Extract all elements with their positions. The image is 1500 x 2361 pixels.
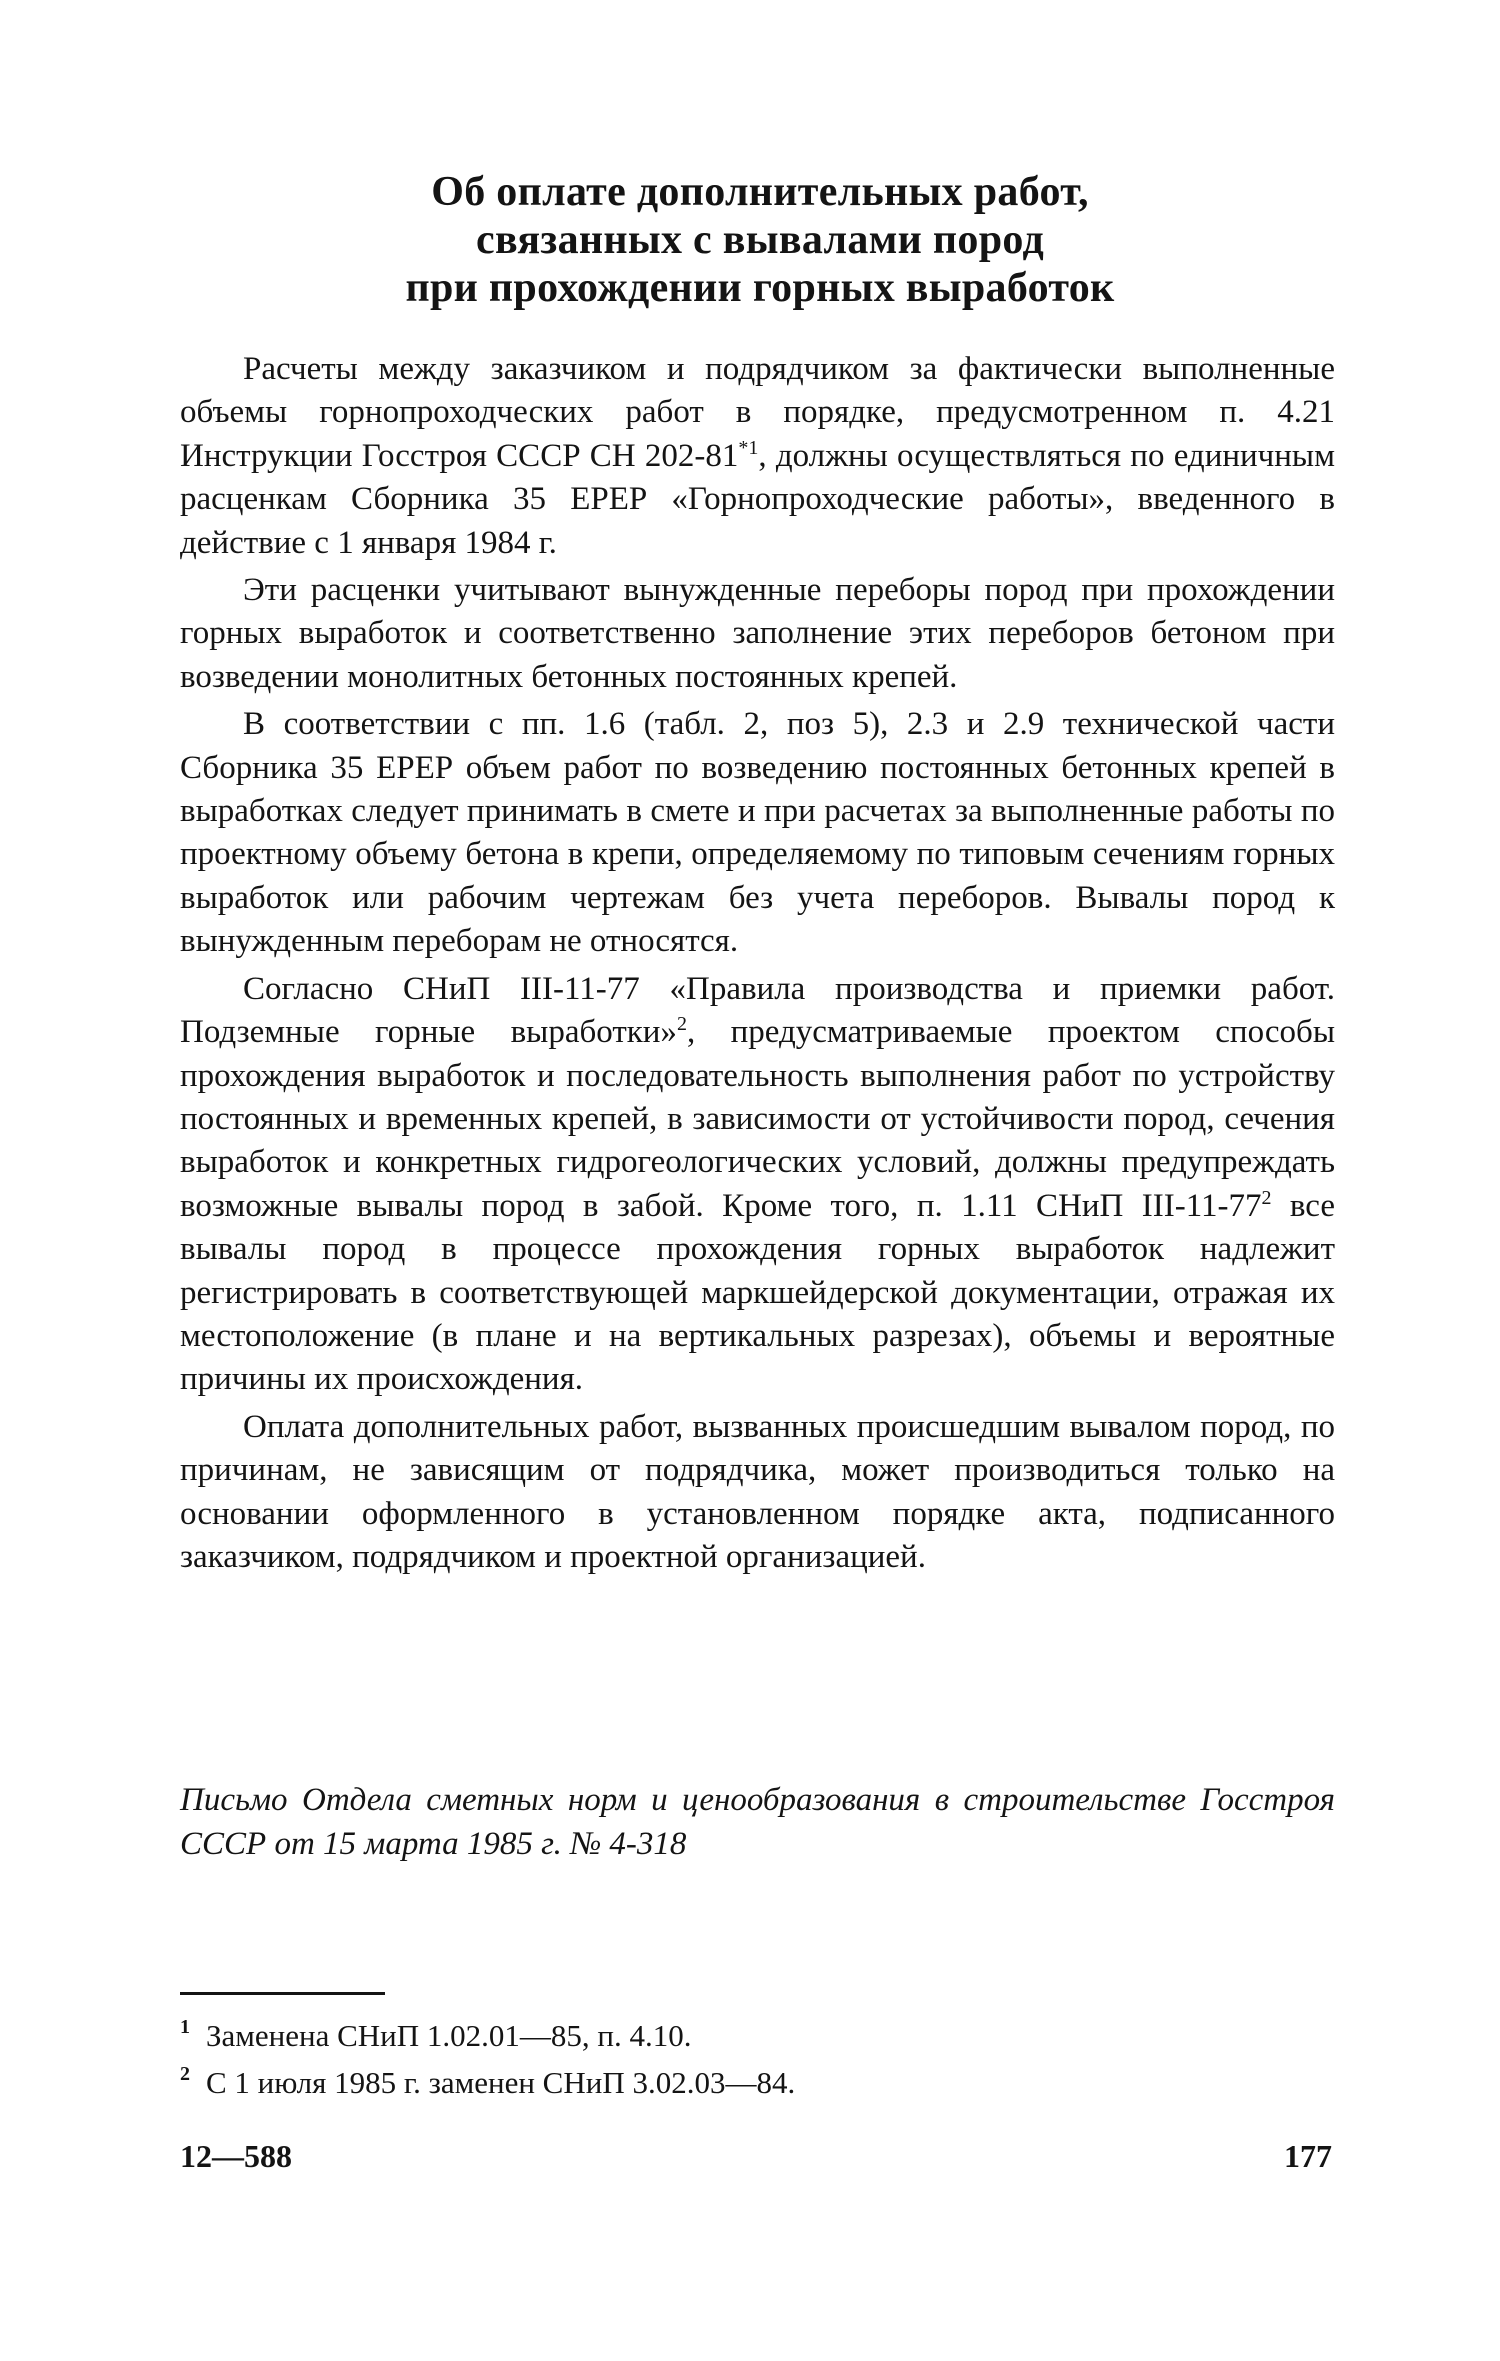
title-line-2: связанных с вывалами пород: [476, 217, 1044, 263]
paragraph-2: Эти расценки учитывают вынужденные переборы пород при прохождении горных выработок и соответственно заполнение этих переборов бетоном при возведении монолитных бетонных постоянных крепей.: [180, 572, 1335, 695]
paragraph-4: [180, 968, 1335, 1402]
paragraph-1-text-b: , должны осуществляться по единичным расценкам Сборника 35 ЕРЕР «Горнопроходческие работы», введенного в действие с 1 января 1984 г.: [180, 437, 1335, 561]
paragraph-5: Оплата дополнительных работ, вызванных происшедшим вывалом пород, по причинам, не зависящим от подрядчика, может производиться только на основании оформленного в установленном порядке акта, подписанного заказчиком, подрядчиком и проектной организацией.: [180, 1408, 1335, 1575]
letter-reference: Письмо Отдела сметных норм и ценообразования в строительстве Госстроя СССР от 15 марта 1985 г. № 4-318: [180, 1782, 1335, 1862]
paragraph-4-text-c: все вывалы пород в процессе прохождения горных выработок надлежит регистрировать в соответствующей маркшейдерской документации, отражая их местоположение (в плане и на вертикальных разрезах), объемы и вероятные причины их происхождения.: [180, 1187, 1335, 1398]
footnote-2-mark: 2: [180, 2063, 190, 2085]
footnote-1: [180, 2012, 1280, 2059]
footnote-1-text: Заменена СНиП 1.02.01—85, п. 4.10.: [206, 2018, 692, 2053]
paragraph-1-text-a: Расчеты между заказчиком и подрядчиком за фактически выполненные объемы горнопроходческих работ в порядке, предусмотренном п. 4.21 Инструкции Госстроя СССР СН 202-81: [180, 351, 1335, 474]
footnote-ref-1: *1: [738, 436, 759, 459]
footnote-1-mark: 1: [180, 2016, 190, 2038]
footnote-divider: [180, 1992, 385, 1995]
footnote-2-text: С 1 июля 1985 г. заменен СНиП 3.02.03—84.: [206, 2065, 796, 2100]
document-title: [180, 168, 1340, 312]
paragraph-3: В соответствии с пп. 1.6 (табл. 2, поз 5), 2.3 и 2.9 технической части Сборника 35 ЕРЕР объем работ по возведению постоянных бетонных крепей в выработках следует принимать в смете и при расчетах за выполненные работы по проектному объему бетона в крепи, определяемому по типовым сечениям горных выработок или рабочим чертежам без учета переборов. Вывалы пород к вынужденным переборам не относятся.: [180, 706, 1335, 960]
footnotes: [180, 2012, 1280, 2106]
printer-signature-mark: 12—588: [180, 2138, 292, 2174]
document-body: [180, 348, 1335, 1583]
title-line-3: при прохождении горных выработок: [405, 265, 1115, 311]
paragraph-4-text-b: , предусматриваемые проектом способы прохождения выработок и последовательность выполнения работ по устройству постоянных и временных крепей, в зависимости от устойчивости пород, сечения выработок и конкретных гидрогеологических условий, должны предупреждать возможные вывалы пород в забой. Кроме того, п. 1.11 СНиП III-11-77: [180, 1014, 1335, 1224]
title-line-1: Об оплате дополнительных работ,: [431, 169, 1089, 215]
footnote-2: [180, 2059, 1280, 2106]
page-number: 177: [1284, 2138, 1332, 2174]
footnote-ref-2a: 2: [676, 1013, 687, 1036]
paragraph-1: [180, 348, 1335, 565]
footnote-ref-2b: 2: [1261, 1186, 1272, 1209]
paragraph-4-text-a: Согласно СНиП III-11-77 «Правила производства и приемки работ. Подземные горные выработки»: [180, 970, 1335, 1051]
